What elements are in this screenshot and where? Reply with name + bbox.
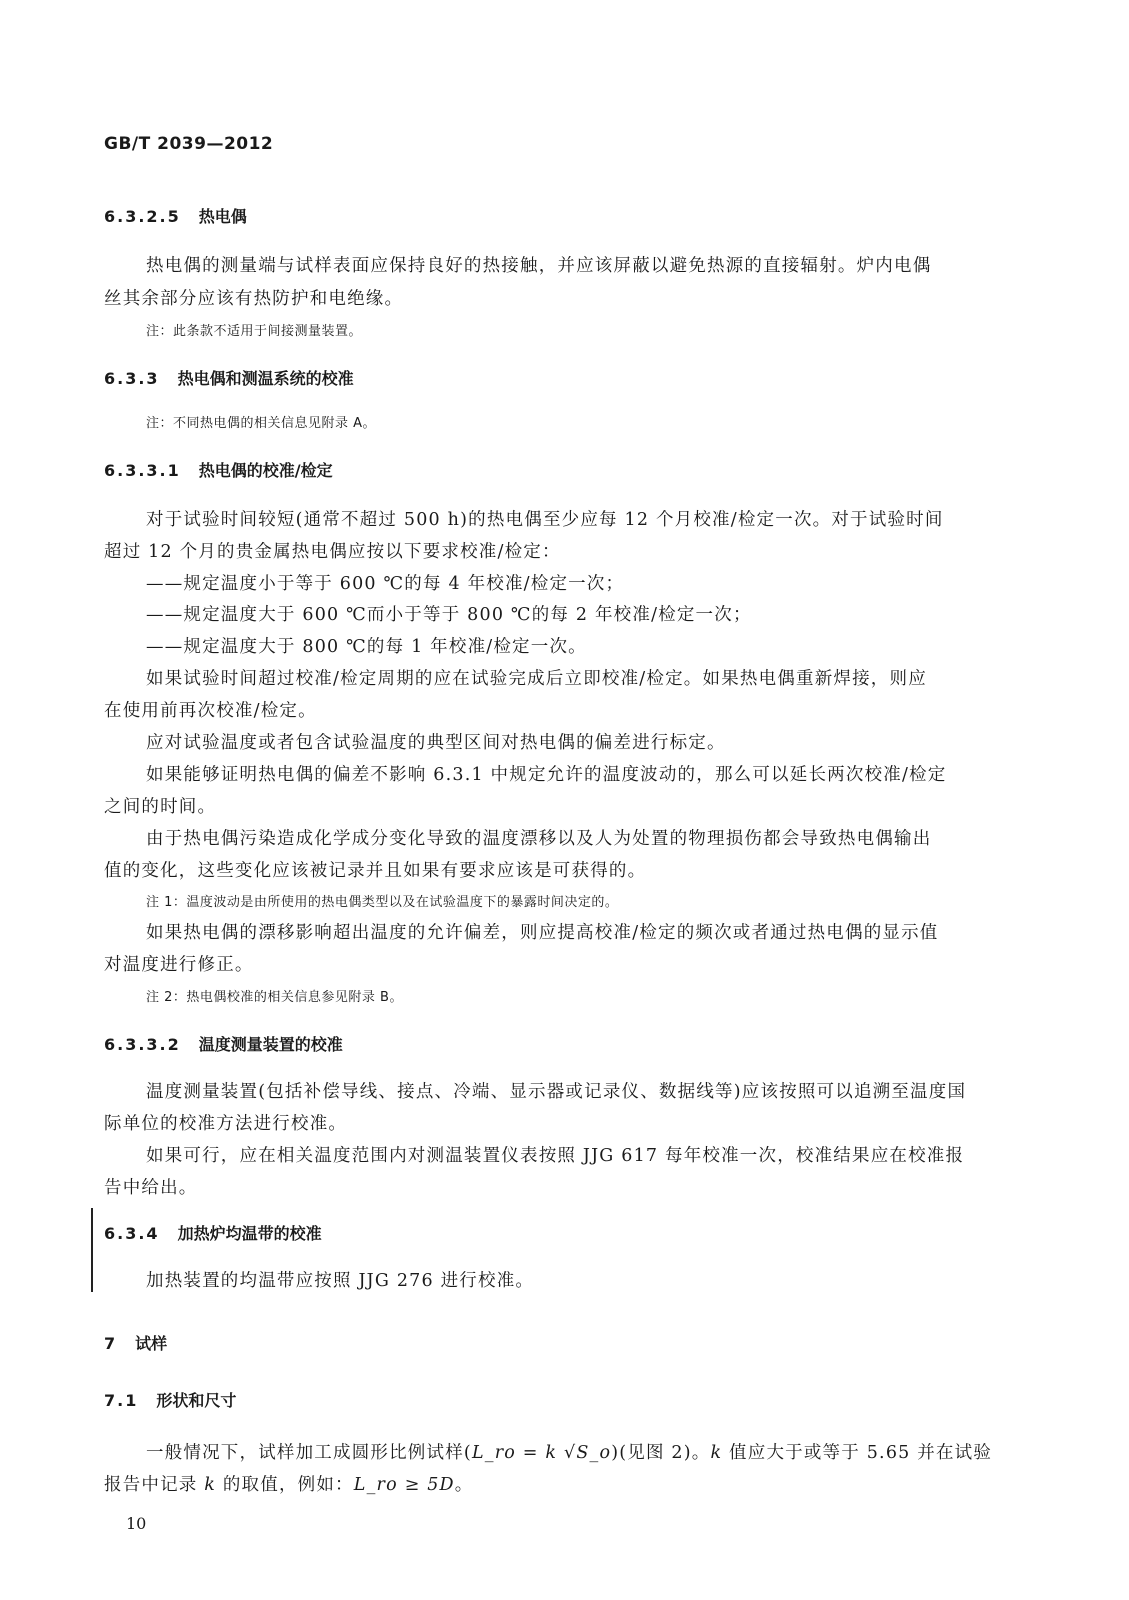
- paragraph-line: 告中给出。: [104, 1178, 198, 1198]
- paragraph-line: 由于热电偶污染造成化学成分变化导致的温度漂移以及人为处置的物理损伤都会导致热电偶输出: [146, 829, 932, 849]
- paragraph-line: 温度测量装置(包括补偿导线、接点、冷端、显示器或记录仪、数据线等)应该按照可以追溯至温度国: [146, 1082, 967, 1102]
- paragraph-line: 如果能够证明热电偶的偏差不影响 6.3.1 中规定允许的温度波动的，那么可以延长两次校准/检定: [146, 765, 947, 785]
- section-title: 试样: [135, 1334, 168, 1353]
- note: 注：不同热电偶的相关信息见附录 A。: [146, 416, 377, 431]
- section-number: 6.3.3: [104, 369, 160, 388]
- paragraph-line: 如果可行，应在相关温度范围内对测温装置仪表按照 JJG 617 每年校准一次，校准结果应在校准报: [146, 1146, 965, 1166]
- paragraph-line: 如果热电偶的漂移影响超出温度的允许偏差，则应提高校准/检定的频次或者通过热电偶的显示值: [146, 923, 939, 943]
- text-run: 的取值，例如：: [216, 1475, 354, 1495]
- paragraph-line: 值的变化，这些变化应该被记录并且如果有要求应该是可获得的。: [104, 861, 647, 881]
- paragraph-line: 应对试验温度或者包含试验温度的典型区间对热电偶的偏差进行标定。: [146, 733, 726, 753]
- section-title: 形状和尺寸: [156, 1391, 237, 1410]
- paragraph-line: 加热装置的均温带应按照 JJG 276 进行校准。: [146, 1271, 535, 1291]
- section-title: 热电偶: [198, 207, 247, 226]
- formula: L_ro = k √S_o: [471, 1443, 612, 1463]
- section-number: 6.3.2.5: [104, 207, 181, 226]
- text-run: )(见图 2)。: [611, 1443, 711, 1463]
- section-number: 7: [104, 1334, 118, 1353]
- paragraph-line: 之间的时间。: [104, 797, 217, 817]
- paragraph-line: 对于试验时间较短(通常不超过 500 h)的热电偶至少应每 12 个月校准/检定一次。对于试验时间: [146, 510, 944, 530]
- note: 注：此条款不适用于间接测量装置。: [146, 324, 363, 339]
- paragraph-line: 际单位的校准方法进行校准。: [104, 1114, 348, 1134]
- section-heading-6-3-3-1: [104, 458, 333, 481]
- section-heading-6-3-3: [104, 366, 354, 389]
- note: 注 2：热电偶校准的相关信息参见附录 B。: [146, 990, 403, 1005]
- paragraph-line: 热电偶的测量端与试样表面应保持良好的热接触，并应该屏蔽以避免热源的直接辐射。炉内电偶: [146, 256, 932, 276]
- paragraph-line: 如果试验时间超过校准/检定周期的应在试验完成后立即校准/检定。如果热电偶重新焊接，则应: [146, 669, 927, 689]
- section-number: 6.3.3.2: [104, 1035, 181, 1054]
- text-run: 一般情况下，试样加工成圆形比例试样(: [146, 1443, 472, 1463]
- section-heading-6-3-3-2: [104, 1032, 343, 1055]
- section-number: 6.3.4: [104, 1224, 160, 1243]
- text-run: 报告中记录: [104, 1475, 205, 1495]
- section-title: 热电偶的校准/检定: [198, 461, 333, 480]
- list-item: ——规定温度大于 600 ℃而小于等于 800 ℃的每 2 年校准/检定一次；: [146, 605, 752, 625]
- note: 注 1：温度波动是由所使用的热电偶类型以及在试验温度下的暴露时间决定的。: [146, 895, 619, 910]
- variable-k: k: [204, 1475, 217, 1495]
- section-heading-6-3-4: [104, 1221, 322, 1244]
- page-number: 10: [126, 1514, 147, 1533]
- standard-number: GB/T 2039—2012: [104, 134, 274, 154]
- section-title: 温度测量装置的校准: [198, 1035, 343, 1054]
- section-number: 7.1: [104, 1391, 139, 1410]
- paragraph-line: 丝其余部分应该有热防护和电绝缘。: [104, 289, 404, 309]
- list-item: ——规定温度小于等于 600 ℃的每 4 年校准/检定一次；: [146, 574, 625, 594]
- section-heading-7-1: [104, 1388, 236, 1411]
- revision-bar: [91, 1208, 93, 1292]
- section-heading-6-3-2-5: [104, 204, 247, 227]
- section-title: 加热炉均温带的校准: [177, 1224, 322, 1243]
- section-title: 热电偶和测温系统的校准: [177, 369, 354, 388]
- section-heading-7: [104, 1331, 167, 1354]
- variable-k: k: [710, 1443, 723, 1463]
- paragraph-line: [104, 1471, 473, 1496]
- paragraph-line: [146, 1439, 992, 1464]
- section-number: 6.3.3.1: [104, 461, 181, 480]
- paragraph-line: 在使用前再次校准/检定。: [104, 701, 317, 721]
- text-run: 。: [454, 1475, 474, 1495]
- text-run: 值应大于或等于 5.65 并在试验: [722, 1443, 993, 1463]
- paragraph-line: 对温度进行修正。: [104, 955, 254, 975]
- list-item: ——规定温度大于 800 ℃的每 1 年校准/检定一次。: [146, 637, 587, 657]
- paragraph-line: 超过 12 个月的贵金属热电偶应按以下要求校准/检定：: [104, 542, 561, 562]
- example-formula: L_ro ≥ 5D: [353, 1475, 455, 1495]
